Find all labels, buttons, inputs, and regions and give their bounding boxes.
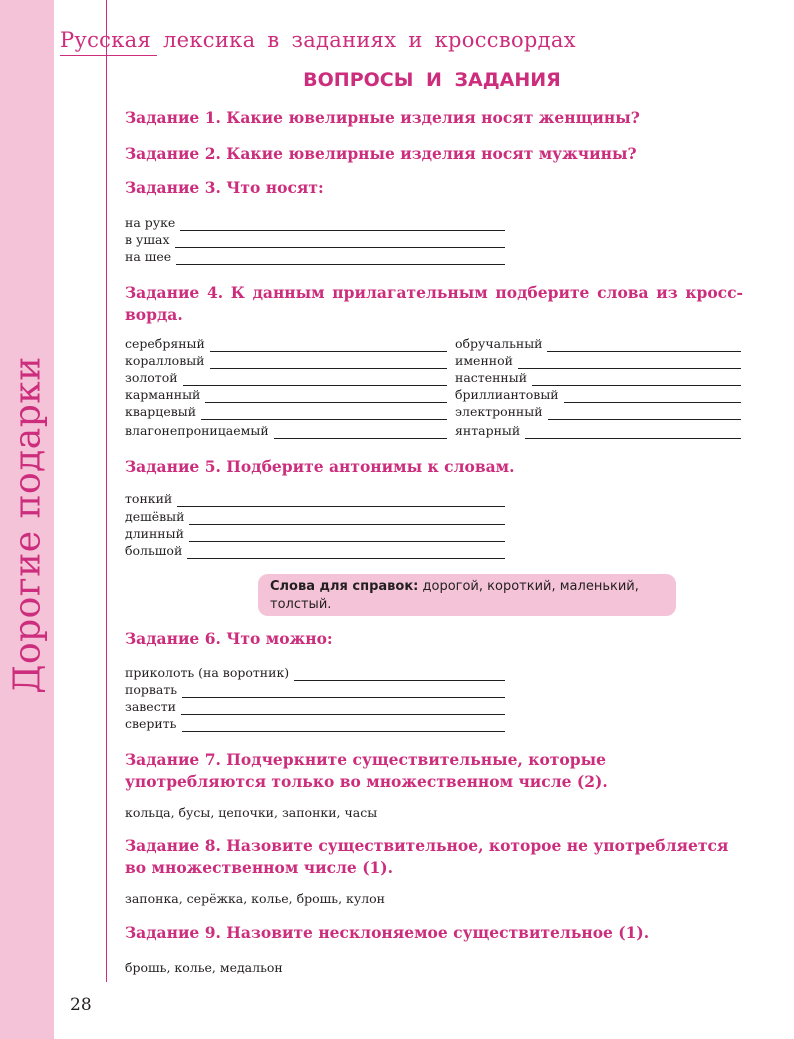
row-label: настенный	[455, 370, 528, 385]
task-4-title	[125, 282, 743, 326]
answer-line[interactable]	[532, 374, 741, 386]
answer-line[interactable]	[518, 357, 741, 369]
row-label: серебряный	[125, 336, 205, 351]
answer-row	[125, 665, 505, 681]
answer-line[interactable]	[189, 513, 505, 525]
task-9-title: Задание 9. Назовите несклоняемое существительное (1).	[125, 923, 650, 942]
answer-row	[125, 699, 505, 715]
answer-line[interactable]	[210, 340, 447, 352]
task-3-title: Задание 3. Что носят:	[125, 178, 324, 197]
answer-row	[125, 232, 505, 248]
page-number: 28	[70, 995, 92, 1015]
answer-line[interactable]	[201, 408, 447, 420]
running-head	[60, 28, 576, 52]
running-head-rest: лексика в заданиях и кроссвордах	[163, 28, 576, 52]
answer-line[interactable]	[180, 219, 505, 231]
answer-line[interactable]	[177, 495, 505, 507]
task-7-words: кольца, бусы, цепочки, запонки, часы	[125, 805, 378, 820]
answer-line[interactable]	[187, 547, 505, 559]
answer-line[interactable]	[175, 236, 506, 248]
task-7-title: Задание 7. Подчеркните существительные, которые употребляются только во множественном числе (2).	[125, 750, 608, 791]
sidebar-title-text: Дорогие подарки	[7, 356, 49, 694]
row-label: длинный	[125, 526, 184, 541]
row-label: дешёвый	[125, 509, 185, 524]
answer-line[interactable]	[189, 530, 505, 542]
answer-line[interactable]	[210, 357, 447, 369]
row-label: в ушах	[125, 232, 170, 247]
margin-rule	[54, 0, 107, 982]
row-label: золотой	[125, 370, 178, 385]
row-label: завести	[125, 699, 176, 714]
row-label: на руке	[125, 215, 176, 230]
row-label: обручальный	[455, 336, 543, 351]
answer-line[interactable]	[183, 374, 447, 386]
row-label: большой	[125, 543, 183, 558]
row-label: карманный	[125, 387, 201, 402]
running-head-first-word: Русская	[60, 28, 152, 52]
answer-row	[125, 682, 505, 698]
task-5-title: Задание 5. Подберите антонимы к словам.	[125, 457, 515, 476]
row-label: коралловый	[125, 353, 205, 368]
answer-line[interactable]	[205, 391, 447, 403]
answer-row	[455, 336, 741, 352]
answer-row	[455, 387, 741, 403]
task-2-title: Задание 2. Какие ювелирные изделия носят мужчины?	[125, 144, 637, 163]
answer-line[interactable]	[176, 253, 505, 265]
answer-row	[455, 353, 741, 369]
row-label: приколоть (на воротник)	[125, 665, 290, 680]
answer-row	[455, 370, 741, 386]
answer-row	[125, 336, 447, 352]
answer-row	[125, 215, 505, 231]
task-9-words: брошь, колье, медальон	[125, 960, 283, 975]
hint-box-label: Слова для справок:	[270, 579, 419, 594]
task-4-text: Задание 4. К данным прилагательным подберите слова из кросс-ворда.	[125, 283, 743, 324]
answer-row	[125, 370, 447, 386]
answer-row	[125, 716, 505, 732]
answer-line[interactable]	[182, 686, 505, 698]
answer-line[interactable]	[294, 669, 505, 681]
answer-line[interactable]	[525, 427, 741, 439]
answer-line[interactable]	[274, 427, 447, 439]
answer-row	[125, 404, 447, 420]
row-label: бриллиантовый	[455, 387, 559, 402]
row-label: именной	[455, 353, 513, 368]
row-label: порвать	[125, 682, 178, 697]
answer-row	[125, 387, 447, 403]
answer-row	[455, 404, 741, 420]
answer-row	[125, 353, 447, 369]
task-8-title: Задание 8. Назовите существительное, которое не употребляется во множественном числе (1).	[125, 836, 729, 877]
answer-line[interactable]	[182, 720, 506, 732]
task-8-words: запонка, серёжка, колье, брошь, кулон	[125, 891, 385, 906]
row-label: на шее	[125, 249, 172, 264]
row-label: тонкий	[125, 491, 173, 506]
row-label: янтарный	[455, 423, 521, 438]
row-label: влагонепроницаемый	[125, 423, 269, 438]
task-1-title: Задание 1. Какие ювелирные изделия носят женщины?	[125, 108, 640, 127]
row-label: электронный	[455, 404, 543, 419]
row-label: сверить	[125, 716, 177, 731]
hint-box	[258, 574, 676, 616]
answer-line[interactable]	[181, 703, 505, 715]
hint-box-text: дорогой, короткий, маленький, толстый.	[270, 579, 639, 612]
page-heading: ВОПРОСЫ И ЗАДАНИЯ	[303, 69, 561, 91]
task-6-title: Задание 6. Что можно:	[125, 629, 333, 648]
answer-row	[125, 491, 505, 507]
answer-row	[125, 526, 505, 542]
answer-line[interactable]	[548, 408, 741, 420]
answer-row	[125, 509, 505, 525]
answer-row	[125, 543, 505, 559]
answer-row	[125, 423, 447, 439]
row-label: кварцевый	[125, 404, 197, 419]
answer-line[interactable]	[547, 340, 741, 352]
answer-line[interactable]	[564, 391, 741, 403]
answer-row	[455, 423, 741, 439]
answer-row	[125, 249, 505, 265]
